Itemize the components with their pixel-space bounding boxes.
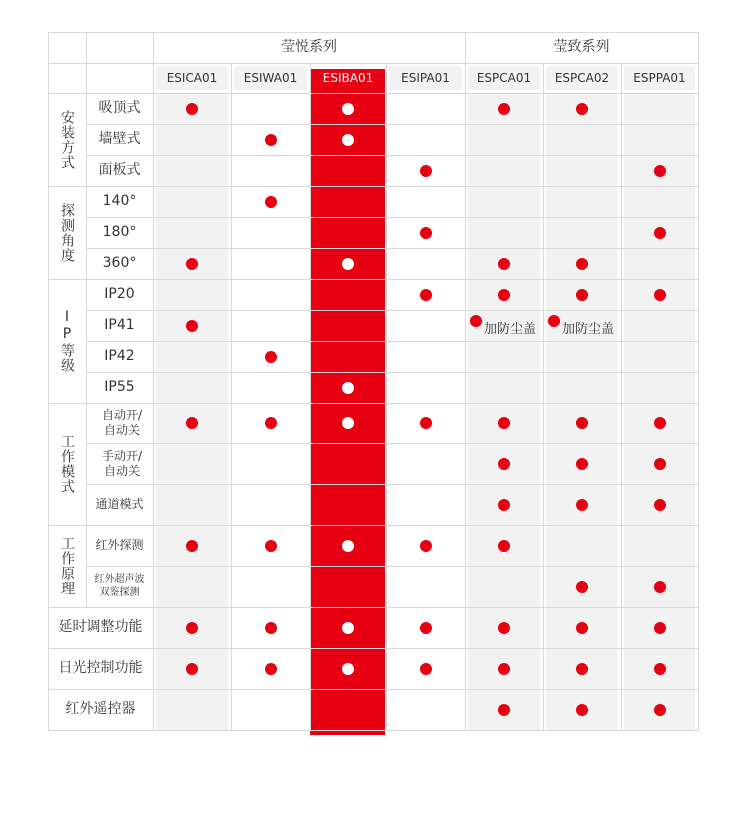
grid-line <box>86 341 699 342</box>
grid-line <box>86 124 699 125</box>
feature-dot <box>265 663 277 675</box>
single-row-1-cell <box>465 648 543 689</box>
group-1-row-2-cell <box>153 248 231 279</box>
group-0-row-0-cell <box>153 93 231 124</box>
group-3-row-0-cell <box>231 403 310 443</box>
feature-dot <box>498 289 510 301</box>
series-header-yingyue: 莹悦系列 <box>281 38 337 55</box>
group-3-row-0-cell <box>543 403 621 443</box>
feature-dot <box>576 417 588 429</box>
feature-dot <box>576 499 588 511</box>
model-header-esica01: ESICA01 <box>166 70 218 85</box>
feature-dot <box>186 540 198 552</box>
feature-dot <box>576 289 588 301</box>
feature-dot <box>265 196 277 208</box>
row-label: IP20 <box>104 285 135 302</box>
feature-dot <box>265 540 277 552</box>
feature-dot <box>654 581 666 593</box>
feature-dot <box>498 540 510 552</box>
feature-dot <box>654 622 666 634</box>
feature-dot <box>654 663 666 675</box>
feature-dot <box>576 663 588 675</box>
feature-dot <box>498 103 510 115</box>
single-row-1-cell <box>621 648 698 689</box>
single-row-0-cell <box>231 607 310 648</box>
feature-dot <box>576 258 588 270</box>
dust-cover-note: 加防尘盖 <box>562 322 615 337</box>
group-label: 工作模式 <box>59 434 75 494</box>
feature-dot <box>470 315 482 327</box>
group-1-row-0-cell <box>231 186 310 217</box>
group-4-row-0-cell <box>465 525 543 566</box>
feature-dot <box>654 417 666 429</box>
group-4-row-0-cell <box>386 525 465 566</box>
group-label: IP等级 <box>59 309 75 373</box>
feature-dot <box>420 289 432 301</box>
row-label: 红外探测 <box>95 538 144 552</box>
feature-dot <box>498 258 510 270</box>
feature-dot <box>654 227 666 239</box>
feature-dot <box>576 622 588 634</box>
feature-dot <box>498 704 510 716</box>
single-row-1-cell <box>153 648 231 689</box>
group-label: 安装方式 <box>59 109 75 170</box>
row-label: 吸顶式 <box>98 99 141 116</box>
feature-dot <box>265 351 277 363</box>
row-label: IP41 <box>104 316 135 333</box>
single-row-2-cell <box>621 689 698 730</box>
group-2-row-0-cell <box>465 279 543 310</box>
feature-dot <box>186 663 198 675</box>
group-1-row-2-cell <box>310 248 386 279</box>
group-label: 探测角度 <box>59 202 75 263</box>
group-0-row-0-cell <box>543 93 621 124</box>
feature-dot <box>265 134 277 146</box>
feature-dot <box>342 103 354 115</box>
grid-line <box>698 32 699 731</box>
row-label: 墙壁式 <box>98 130 141 147</box>
group-4-row-1-cell <box>543 566 621 607</box>
row-label: 180° <box>102 223 137 240</box>
group-1-row-2-cell <box>465 248 543 279</box>
group-0-row-0-cell <box>465 93 543 124</box>
group-0-row-2-cell <box>621 155 698 186</box>
feature-dot <box>420 663 432 675</box>
single-row-0-cell <box>543 607 621 648</box>
row-label: IP42 <box>104 347 135 364</box>
row-label: IP55 <box>104 378 135 395</box>
dust-cover-note: 加防尘盖 <box>484 322 537 337</box>
feature-dot <box>498 663 510 675</box>
group-3-row-0-cell <box>621 403 698 443</box>
model-header-esppa01: ESPPA01 <box>633 70 686 85</box>
feature-dot <box>342 622 354 634</box>
group-3-row-0-cell <box>465 403 543 443</box>
group-3-row-0-cell <box>310 403 386 443</box>
group-2-row-2-cell <box>231 341 310 372</box>
grid-line <box>86 372 699 373</box>
single-row-1-cell <box>386 648 465 689</box>
feature-dot <box>342 540 354 552</box>
group-2-row-3-cell <box>310 372 386 403</box>
row-label: 面板式 <box>98 161 141 178</box>
group-label: 工作原理 <box>59 536 75 596</box>
feature-dot <box>576 458 588 470</box>
feature-label: 日光控制功能 <box>58 659 143 676</box>
model-header-espca01: ESPCA01 <box>476 70 532 85</box>
feature-dot <box>654 458 666 470</box>
single-row-0-cell <box>310 607 386 648</box>
group-1-row-2-cell <box>543 248 621 279</box>
model-header-esiba01: ESIBA01 <box>322 70 374 85</box>
feature-dot <box>576 103 588 115</box>
group-0-row-1-cell <box>310 124 386 155</box>
feature-dot <box>576 704 588 716</box>
feature-dot <box>342 663 354 675</box>
row-label: 140° <box>102 192 137 209</box>
feature-dot <box>186 622 198 634</box>
group-2-row-1-note <box>470 310 543 337</box>
group-0-row-2-cell <box>386 155 465 186</box>
feature-dot <box>654 704 666 716</box>
group-2-row-1-cell <box>153 310 231 341</box>
group-3-row-1-cell <box>543 443 621 484</box>
feature-dot <box>420 417 432 429</box>
feature-label: 红外遥控器 <box>65 700 136 717</box>
feature-dot <box>498 417 510 429</box>
feature-dot <box>420 622 432 634</box>
row-label: 手动开/自动关 <box>101 448 143 478</box>
row-label: 360° <box>102 254 137 271</box>
group-2-row-1-note <box>548 310 621 337</box>
group-0-row-0-cell <box>310 93 386 124</box>
single-row-0-cell <box>386 607 465 648</box>
group-1-row-1-cell <box>621 217 698 248</box>
row-label: 红外超声波双鉴探测 <box>94 574 145 598</box>
feature-dot <box>498 499 510 511</box>
single-row-0-cell <box>465 607 543 648</box>
feature-dot <box>548 315 560 327</box>
feature-dot <box>498 622 510 634</box>
feature-label: 延时调整功能 <box>58 618 143 635</box>
group-3-row-2-cell <box>465 484 543 525</box>
feature-dot <box>186 417 198 429</box>
group-4-row-1-cell <box>621 566 698 607</box>
group-3-row-0-cell <box>153 403 231 443</box>
feature-dot <box>498 458 510 470</box>
feature-dot <box>420 165 432 177</box>
feature-dot <box>654 499 666 511</box>
group-0-row-1-cell <box>231 124 310 155</box>
feature-dot <box>342 382 354 394</box>
model-header-esipa01: ESIPA01 <box>401 70 450 85</box>
group-2-row-0-cell <box>386 279 465 310</box>
model-header-espca02: ESPCA02 <box>554 70 610 85</box>
row-label: 通道模式 <box>95 497 144 511</box>
group-3-row-1-cell <box>621 443 698 484</box>
series-header-yingzhi: 莹致系列 <box>553 38 610 55</box>
feature-dot <box>265 622 277 634</box>
single-row-2-cell <box>465 689 543 730</box>
group-2-row-0-cell <box>621 279 698 310</box>
single-row-0-cell <box>153 607 231 648</box>
feature-dot <box>342 258 354 270</box>
feature-dot <box>342 417 354 429</box>
group-4-row-0-cell <box>231 525 310 566</box>
grid-line <box>48 730 699 731</box>
group-3-row-2-cell <box>543 484 621 525</box>
group-1-row-1-cell <box>386 217 465 248</box>
single-row-1-cell <box>231 648 310 689</box>
feature-dot <box>265 417 277 429</box>
feature-dot <box>420 227 432 239</box>
feature-dot <box>576 581 588 593</box>
row-label: 自动开/自动关 <box>101 408 143 437</box>
group-3-row-1-cell <box>465 443 543 484</box>
feature-dot <box>186 320 198 332</box>
feature-dot <box>654 165 666 177</box>
feature-dot <box>342 134 354 146</box>
group-3-row-0-cell <box>386 403 465 443</box>
feature-dot <box>420 540 432 552</box>
single-row-2-cell <box>543 689 621 730</box>
single-row-1-cell <box>543 648 621 689</box>
group-4-row-0-cell <box>310 525 386 566</box>
single-row-0-cell <box>621 607 698 648</box>
group-3-row-2-cell <box>621 484 698 525</box>
group-2-row-0-cell <box>543 279 621 310</box>
group-4-row-0-cell <box>153 525 231 566</box>
model-header-esiwa01: ESIWA01 <box>243 70 298 85</box>
feature-dot <box>186 258 198 270</box>
feature-dot <box>186 103 198 115</box>
feature-dot <box>654 289 666 301</box>
single-row-1-cell <box>310 648 386 689</box>
